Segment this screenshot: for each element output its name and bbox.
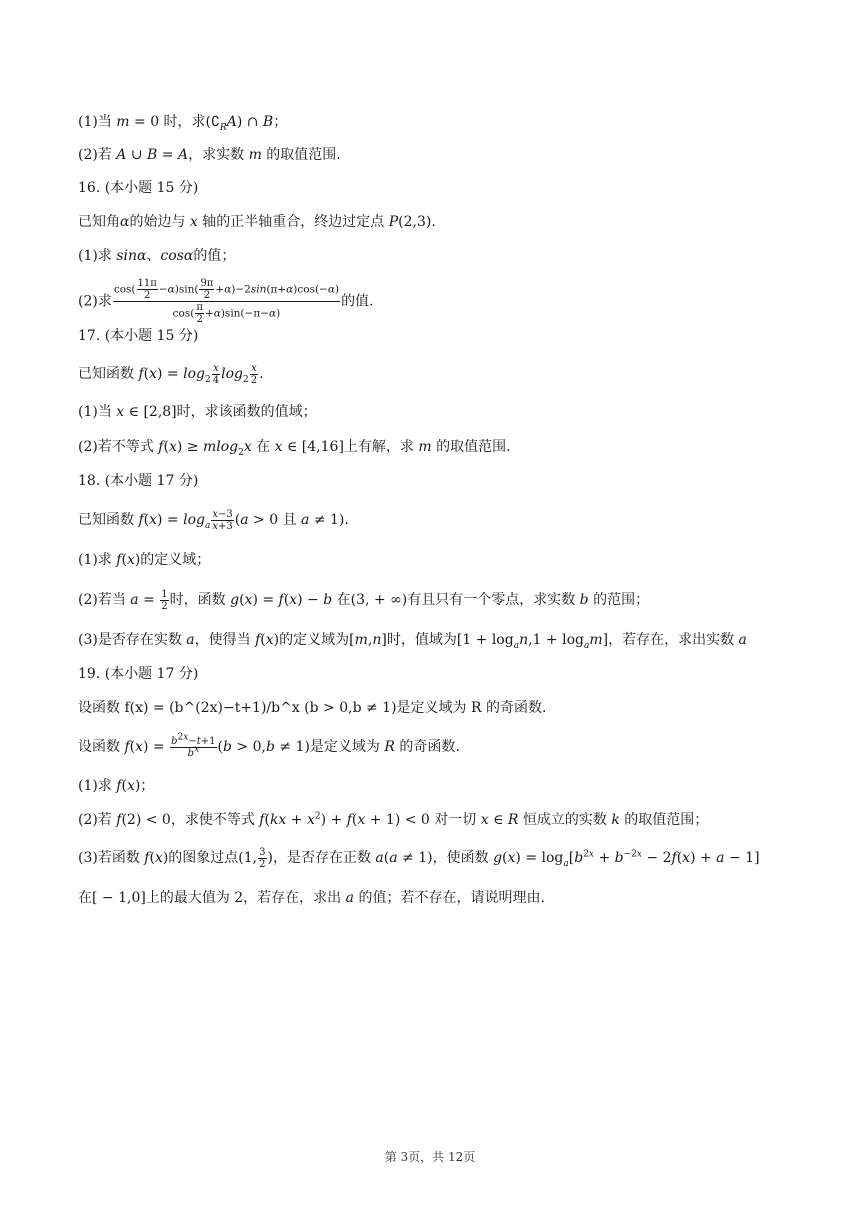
text-line: 设函数 f(x) = $\frac{b^{2x}-t+1}{b^x}$ (b > 0,b ≠ 1)是定义域为 R 的奇函数. [78,732,460,759]
trig-fraction: cos( $\frac{11\pi}{2}$ −α)sin( $\frac{9\pi}{2}$ +α)−2sin(π+α)cos(−α) cos( $\frac{\pi}{2}$ +α)sin(−π−α) [113,278,340,325]
text-line: 已知函数 $f(x) = \log_a$ $\frac{x-3}{x+3}$ (a > 0 且 a ≠ 1). [78,508,349,532]
text-line: (3)若函数 f(x)的图象过点(1, $\frac{3}{2}$ )，是否存在正数 a(a ≠ 1)，使函数 $g(x) = \log_a[b^{2x} + b^{-2x} - 2f(x) + a - 1]$ [78,846,760,870]
question-heading-17: 17. (本小题 15 分) [78,328,199,344]
text-line: (2)若不等式 f(x) ≥ mlog$_2$x 在 x ∈ [4,16]上有解，求 m 的取值范围. [78,439,511,458]
question-heading-16: 16. (本小题 15 分) [78,180,199,196]
page-footer: 第 3页，共 12页 [384,1150,476,1164]
text-line: 已知函数 $f(x) = \log_2$ $\frac{x}{4}$ $\log_2$ $\frac{x}{2}$ . [78,362,264,386]
text-line: (2)若 f(2) < 0，求使不等式 $f(kx + x^2) + f(x + 1) < 0$ 对一切 x ∈ R 恒成立的实数 k 的取值范围； [78,811,709,828]
text-line: (3)是否存在实数 a，使得当 f(x)的定义域为[m,n]时，值域为$[1 + \log_an,1 + \log_am]$，若存在，求出实数 a [78,632,747,651]
text-line: (1)当 m = 0 时，求$(∁_RA)$ ∩ B； [78,114,288,133]
question-heading-18: 18. (本小题 17 分) [78,473,199,489]
text-line: (1)求 f(x)； [78,778,155,794]
text-line: (1)求 sinα、cosα的值； [78,248,236,264]
text-line-fraction: (2)求 cos( $\frac{11\pi}{2}$ −α)sin( $\frac{9\pi}{2}$ +α)−2sin(π+α)cos(−α) cos( $\frac{\pi}{2}$ +α)sin(−π−α) 的值. [78,278,374,325]
text-line: (2)若当 a = $\frac{1}{2}$ 时，函数 g(x) = f(x) − b 在(3, + ∞)有且只有一个零点，求实数 b 的范围； [78,588,650,612]
text-line: 19. (本小题 17 分) [78,666,199,682]
text-line: (1)求 f(x)的定义域； [78,552,211,568]
text-line: (2)若 A ∪ B = A，求实数 m 的取值范围. [78,147,341,163]
text-line: 在[ − 1,0]上的最大值为 2，若存在，求出 a 的值；若不存在，请说明理由. [78,890,545,906]
question-heading-19: 设函数 f(x) = (b^(2x)−t+1)/b^x (b > 0,b ≠ 1)是定义域为 R 的奇函数. [78,700,547,716]
text-line: 已知角α的始边与 x 轴的正半轴重合，终边过定点 P(2,3). [78,214,436,230]
text-line: (1)当 x ∈ [2,8]时，求该函数的值域； [78,404,317,420]
